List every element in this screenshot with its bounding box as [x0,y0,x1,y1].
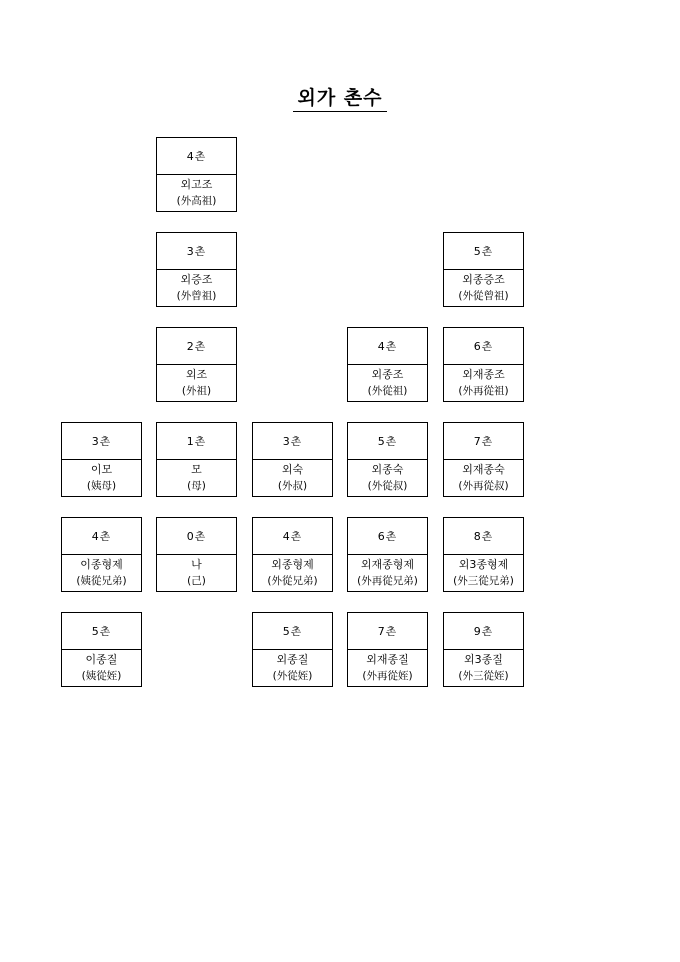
kin-name: 외종질 [276,653,309,666]
kin-degree: 1촌 [157,423,236,460]
kin-name: 외3종형제 [458,558,509,571]
kin-body [62,650,141,686]
kin-hanja: (外再從姪) [362,670,413,682]
kin-name: 외숙 [281,463,304,476]
kin-node-oejongjo [347,327,428,402]
kin-name: 이종질 [85,653,118,666]
kin-body [444,270,523,306]
kin-node-oejongsuk [347,422,428,497]
kin-hanja: (外再從祖) [458,385,509,397]
kin-body [253,650,332,686]
kin-node-oejaejongsuk [443,422,524,497]
kin-body [444,460,523,496]
kin-degree: 5촌 [253,613,332,650]
kin-hanja: (外從祖) [367,385,408,397]
kin-node-oejo [156,327,237,402]
kin-degree: 5촌 [348,423,427,460]
kin-degree: 7촌 [348,613,427,650]
page-title-text: 외가 촌수 [293,87,386,112]
kin-hanja: (己) [187,575,206,587]
kin-hanja: (外從姪) [272,670,313,682]
kin-degree: 7촌 [444,423,523,460]
kin-body [157,365,236,401]
kin-degree: 3촌 [253,423,332,460]
kin-node-oejaejonghyeongje [347,517,428,592]
kin-name: 외종숙 [371,463,404,476]
kin-name: 외조 [185,368,208,381]
kin-degree: 8촌 [444,518,523,555]
kin-node-oejeungjo [156,232,237,307]
kin-name: 외종형제 [271,558,314,571]
kin-body [62,460,141,496]
kin-degree: 4촌 [62,518,141,555]
kin-body [157,175,236,211]
kin-body [444,555,523,591]
kin-hanja: (外從兄弟) [267,575,318,587]
kin-node-oejongjil [252,612,333,687]
kin-hanja: (外三從兄弟) [453,575,514,587]
kin-body [348,555,427,591]
kin-degree: 3촌 [62,423,141,460]
kin-node-oe3jongjil [443,612,524,687]
kin-degree: 4촌 [348,328,427,365]
kin-node-oe3jonghyeongje [443,517,524,592]
kin-name: 외종조 [371,368,404,381]
kin-body [62,555,141,591]
kin-degree: 0촌 [157,518,236,555]
kin-hanja: (母) [187,480,206,492]
kin-hanja: (姨母) [86,480,117,492]
kin-body [444,365,523,401]
kin-degree: 5촌 [444,233,523,270]
kin-name: 모 [191,463,202,476]
kin-degree: 5촌 [62,613,141,650]
kin-hanja: (外叔) [277,480,308,492]
kin-node-oejaejongjo [443,327,524,402]
kin-node-oejaejongjil [347,612,428,687]
kin-degree: 4촌 [157,138,236,175]
kin-body [348,365,427,401]
kin-body [348,650,427,686]
kin-name: 나 [191,558,202,571]
kin-node-oegojo [156,137,237,212]
kin-name: 외재종숙 [462,463,505,476]
kin-name: 외증조 [180,273,213,286]
kin-node-na [156,517,237,592]
kin-body [157,555,236,591]
kin-name: 외3종질 [464,653,503,666]
kin-node-oejonghyeongje [252,517,333,592]
kin-degree: 9촌 [444,613,523,650]
kin-degree: 4촌 [253,518,332,555]
kin-hanja: (外從叔) [367,480,408,492]
kin-degree: 2촌 [157,328,236,365]
kin-node-imo [61,422,142,497]
kin-body [157,270,236,306]
kin-hanja: (姨從兄弟) [76,575,127,587]
kin-hanja: (外從曾祖) [458,290,509,302]
kin-hanja: (外三從姪) [458,670,509,682]
kin-body [253,460,332,496]
kin-name: 외재종형제 [360,558,415,571]
kin-name: 외종증조 [462,273,505,286]
kin-node-mo [156,422,237,497]
kin-hanja: (外再從兄弟) [357,575,418,587]
kin-hanja: (外再從叔) [458,480,509,492]
kin-node-ijongjil [61,612,142,687]
kin-name: 외재종질 [366,653,409,666]
kin-hanja: (外高祖) [176,195,217,207]
kin-node-oesuk [252,422,333,497]
kin-hanja: (外曾祖) [176,290,217,302]
kin-degree: 3촌 [157,233,236,270]
kin-hanja: (外祖) [181,385,212,397]
kin-node-oejongjeungjo [443,232,524,307]
kin-body [253,555,332,591]
kin-body [157,460,236,496]
kin-hanja: (姨從姪) [81,670,122,682]
page-title [0,83,680,110]
kin-body [444,650,523,686]
kin-node-ijonghyeongje [61,517,142,592]
kin-name: 이모 [90,463,113,476]
kin-name: 이종형제 [80,558,123,571]
kin-name: 외고조 [180,178,213,191]
kin-name: 외재종조 [462,368,505,381]
kin-body [348,460,427,496]
kin-degree: 6촌 [444,328,523,365]
kin-degree: 6촌 [348,518,427,555]
